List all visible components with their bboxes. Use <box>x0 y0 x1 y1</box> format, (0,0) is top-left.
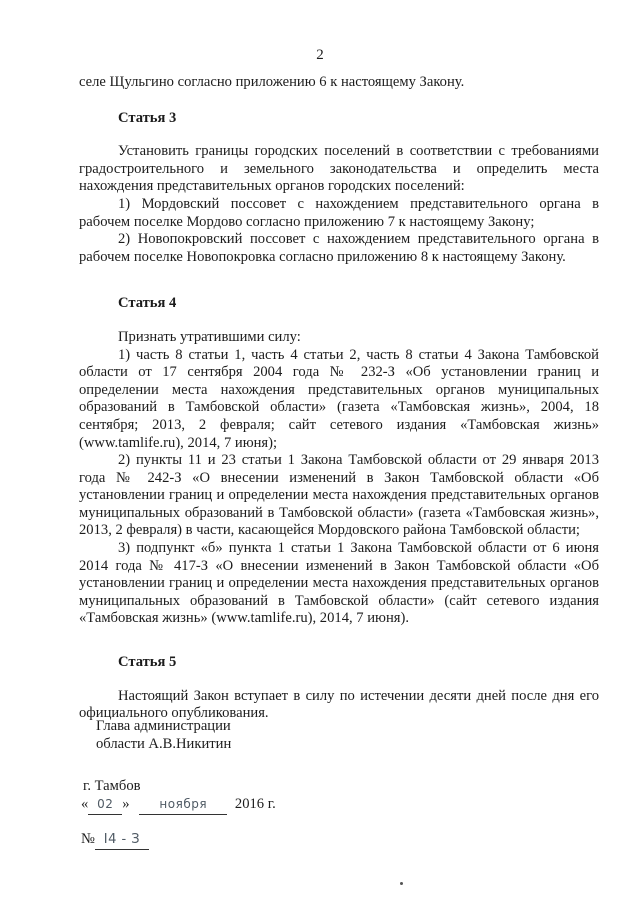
law-body <box>79 74 599 723</box>
place-of-signing: г. Тамбов <box>83 778 141 794</box>
article-4-item-3: 3) подпункт «б» пункта 1 статьи 1 Закона Тамбовской области от 6 июня 2014 года № 417-З «О внесении изменений в Закон Тамбовской области «Об установлении границ и определении места нахождения представительных органов муниципальных образований в Тамбовской области» (сайт сетевого издания «Тамбовская жизнь» (www.tamlife.ru), 2014, 7 июня). <box>79 540 599 627</box>
date-day: 02 <box>88 796 122 815</box>
signature-title: Глава администрации <box>96 718 231 734</box>
number-prefix: № <box>81 831 95 847</box>
date-open-quote: « <box>81 796 89 812</box>
page-number: 2 <box>316 47 324 63</box>
article-4-heading: Статья 4 <box>118 295 177 312</box>
date-year: 2016 г. <box>234 796 276 812</box>
signature-block <box>96 718 231 753</box>
article-4-lead: Признать утратившими силу: <box>118 328 301 345</box>
article-4-item-2: 2) пункты 11 и 23 статьи 1 Закона Тамбовской области от 29 января 2013 года № 242-З «О внесении изменений в Закон Тамбовской области «Об установлении границ и определении места нахождения представительных органов муниципальных образований в Тамбовской области» (газета «Тамбовская жизнь», 2013, 2 февраля) в части, касающейся Мордовского района Тамбовской области; <box>79 452 599 539</box>
law-number <box>81 831 149 850</box>
scan-speck <box>400 882 403 885</box>
number-value: I4 - З <box>95 831 149 850</box>
signing-date <box>81 796 276 815</box>
article-5-heading: Статья 5 <box>118 654 177 671</box>
intro-paragraph: селе Щульгино согласно приложению 6 к настоящему Закону. <box>79 74 465 90</box>
date-month: ноября <box>139 796 227 815</box>
signature-name: области А.В.Никитин <box>96 735 232 752</box>
article-3-heading: Статья 3 <box>118 109 177 126</box>
date-close-quote: » <box>122 796 130 812</box>
article-3-item-2: 2) Новопокровский поссовет с нахождением представительного органа в рабочем поселке Новопокровка согласно приложению 8 к настоящему Закону. <box>79 231 599 265</box>
article-4-item-1: 1) часть 8 статьи 1, часть 4 статьи 2, часть 8 статьи 4 Закона Тамбовской области от 17 сентября 2004 года № 232-З «Об установлении границ и определении места нахождения представительных органов муниципальных образований в Тамбовской области» (газета «Тамбовская жизнь», 2004, 18 сентября; 2013, 2 февраля; сайт сетевого издания «Тамбовская жизнь» (www.tamlife.ru), 2014, 7 июня); <box>79 346 599 451</box>
article-3-lead: Установить границы городских поселений в соответствии с требованиями градостроительного и земельного законодательства и определить места нахождения представительных органов городских поселений: <box>79 143 599 195</box>
article-3-item-1: 1) Мордовский поссовет с нахождением представительного органа в рабочем поселке Мордово согласно приложению 7 к настоящему Закону; <box>79 195 599 230</box>
article-5-text: Настоящий Закон вступает в силу по истечении десяти дней после дня его официального опубликования. <box>79 687 599 722</box>
